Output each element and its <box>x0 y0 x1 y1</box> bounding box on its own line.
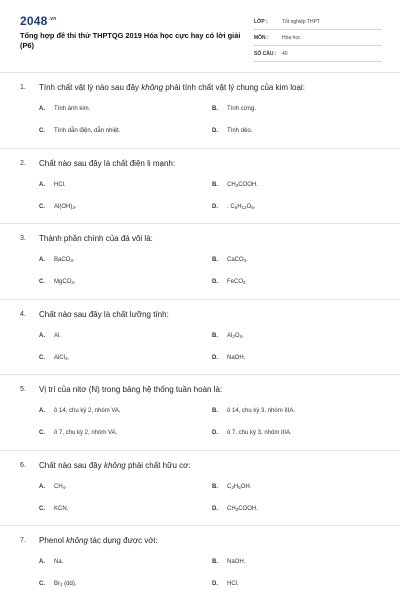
answer-option-d[interactable] <box>212 506 258 512</box>
option-subscript: 6 <box>234 204 238 210</box>
answer-option-b[interactable] <box>212 559 245 565</box>
option-text <box>54 106 90 112</box>
answer-option-c[interactable] <box>39 279 76 285</box>
option-text-segment: . <box>72 257 75 263</box>
option-text-segment: FeCO <box>227 279 244 285</box>
answer-option-c[interactable] <box>39 506 68 512</box>
option-text-segment: Tính dẫn điện, dẫn nhiệt. <box>54 128 121 134</box>
question-item <box>0 375 400 451</box>
option-text-segment: AlCl <box>54 354 66 361</box>
answer-option-a[interactable] <box>39 559 63 565</box>
question-text-segment: Chất nào sau đây là chất điện li mạnh: <box>39 158 176 168</box>
question-text <box>39 461 191 470</box>
answer-option-c[interactable] <box>39 204 77 210</box>
option-text <box>54 506 68 512</box>
logo-domain-suffix: .vn <box>48 16 57 22</box>
option-letter: A. <box>39 332 45 339</box>
meta-row-subject <box>254 30 382 46</box>
meta-value: Tốt nghiệp THPT <box>282 18 320 25</box>
option-text-segment: ô 14, chu kỳ 3, nhóm IIIA. <box>227 408 296 414</box>
option-text <box>54 128 120 134</box>
option-subscript: 3 <box>243 258 247 263</box>
option-text-segment: CH <box>227 505 236 512</box>
option-text <box>227 559 245 565</box>
question-text-segment: Phenol <box>39 536 67 545</box>
question-emphasis: không <box>103 460 126 470</box>
option-subscript: 6 <box>251 204 254 210</box>
site-logo[interactable] <box>20 14 56 28</box>
meta-value: Hóa học <box>282 34 301 41</box>
option-text <box>227 257 248 263</box>
option-subscript: 3 <box>243 280 246 285</box>
option-letter: A. <box>39 559 45 565</box>
option-letter: D. <box>212 203 218 210</box>
option-text-segment: ô 7, chu kỳ 3, nhóm IIIA. <box>227 430 292 436</box>
option-text <box>54 559 63 565</box>
answer-option-d[interactable] <box>212 279 246 285</box>
question-text <box>39 83 305 92</box>
option-text-segment: . <box>73 279 76 285</box>
option-subscript: 2 <box>231 484 234 490</box>
answer-option-b[interactable] <box>212 106 256 112</box>
answer-option-c[interactable] <box>39 355 69 361</box>
question-number: 1. <box>20 84 26 91</box>
question-text-segment: phải tính chất vật lý chung của kim loại: <box>163 83 305 92</box>
option-subscript: 3 <box>239 333 243 339</box>
question-text-segment: Tính chất vật lý nào sau đây <box>39 83 142 92</box>
question-text <box>39 159 175 168</box>
answer-option-c[interactable] <box>39 128 120 134</box>
answer-option-d[interactable] <box>212 355 245 361</box>
option-text-segment: . C <box>227 203 235 210</box>
option-text <box>54 257 75 263</box>
option-text-segment: . <box>246 257 248 263</box>
answer-option-d[interactable] <box>212 581 239 587</box>
question-text-segment: tác dụng được với: <box>87 536 158 545</box>
meta-row-grade <box>254 14 382 30</box>
meta-key: MÔN : <box>254 34 269 41</box>
option-text <box>227 430 292 436</box>
option-text-segment: Tính dẻo. <box>227 128 253 134</box>
option-text-segment: BaCO <box>54 257 71 263</box>
option-text <box>227 333 244 339</box>
option-text-segment: . <box>242 332 244 339</box>
option-letter: D. <box>212 128 218 134</box>
question-text <box>39 310 169 319</box>
question-item <box>0 73 400 149</box>
option-subscript: 2 <box>232 333 235 339</box>
option-subscript: 3 <box>65 355 68 361</box>
option-text-segment: COOH. <box>238 505 258 512</box>
option-subscript: 3 <box>72 204 75 210</box>
option-text <box>54 182 66 188</box>
option-text-segment: Tính cứng. <box>227 106 257 112</box>
answer-option-b[interactable] <box>212 484 251 490</box>
answer-option-b[interactable] <box>212 408 295 414</box>
option-letter: D. <box>212 354 218 361</box>
option-text-segment: CH <box>54 483 63 490</box>
answer-option-b[interactable] <box>212 257 248 263</box>
option-text-segment: H <box>233 483 239 490</box>
question-number: 3. <box>20 235 26 242</box>
logo-text: 2048 <box>20 14 48 28</box>
option-text-segment: HCl. <box>227 581 239 587</box>
option-text-segment: Al <box>227 332 233 339</box>
answer-option-a[interactable] <box>39 408 121 414</box>
question-item <box>0 149 400 225</box>
option-text-segment: O <box>234 332 240 339</box>
option-text-segment: Na. <box>54 559 64 565</box>
question-item <box>0 224 400 300</box>
answer-option-a[interactable] <box>39 106 90 112</box>
question-number: 5. <box>20 386 26 393</box>
option-text <box>227 581 239 587</box>
answer-option-a[interactable] <box>39 333 61 339</box>
option-letter: A. <box>39 106 45 112</box>
option-text-segment: Al. <box>54 332 62 339</box>
option-text-segment: . <box>253 203 256 210</box>
option-text-segment: . <box>74 203 77 210</box>
question-emphasis: không <box>141 83 164 92</box>
option-text <box>227 182 258 188</box>
option-letter: C. <box>39 430 45 436</box>
option-text <box>54 333 61 339</box>
option-text <box>54 279 76 285</box>
meta-value: 40 <box>282 50 288 57</box>
answer-option-b[interactable] <box>212 333 244 339</box>
option-letter: C. <box>39 128 45 134</box>
option-subscript: 3 <box>235 182 239 188</box>
option-letter: D. <box>212 505 218 512</box>
question-text-segment: Vị trí của nitơ (N) trong bảng hệ thống tuần hoàn là: <box>39 385 223 394</box>
option-text-segment: CaCO <box>227 257 244 263</box>
question-number: 4. <box>20 310 26 318</box>
option-letter: C. <box>39 279 45 285</box>
option-text-segment: HCl. <box>54 181 66 188</box>
option-text <box>227 506 258 512</box>
option-text <box>227 128 252 134</box>
option-text-segment: . <box>65 483 67 490</box>
option-letter: A. <box>39 181 45 188</box>
option-subscript: 3 <box>70 258 73 263</box>
question-list <box>0 73 400 600</box>
option-letter: B. <box>212 257 218 263</box>
question-item <box>0 526 400 600</box>
option-text <box>227 408 295 414</box>
option-text <box>54 204 77 210</box>
document-title: Tổng hợp đề thi thử THPTQG 2019 Hóa học cực hay có lời giải (P6) <box>20 31 241 50</box>
option-text <box>54 484 67 490</box>
option-subscript: 12 <box>241 204 247 210</box>
option-text-segment: OH. <box>240 483 252 490</box>
answer-option-d[interactable] <box>212 204 255 210</box>
option-text-segment: CH <box>227 181 236 188</box>
question-text <box>39 536 158 545</box>
answer-option-a[interactable] <box>39 484 67 490</box>
option-text-segment: Tính ánh kim. <box>54 106 91 112</box>
question-number: 6. <box>20 461 26 469</box>
answer-option-c[interactable] <box>39 581 77 587</box>
question-number: 2. <box>20 159 26 167</box>
document-meta <box>254 14 382 62</box>
option-text-segment: . <box>67 354 70 361</box>
document-header <box>0 0 400 72</box>
question-item <box>0 451 400 527</box>
option-subscript: 3 <box>235 506 239 512</box>
option-letter: D. <box>212 581 218 587</box>
option-text-segment: H <box>237 203 242 210</box>
meta-key: SỐ CÂU : <box>254 50 277 57</box>
option-letter: C. <box>39 581 45 587</box>
question-emphasis: không <box>66 536 88 545</box>
option-letter: A. <box>39 408 45 414</box>
option-letter: C. <box>39 203 45 210</box>
option-text <box>54 581 77 587</box>
option-letter: D. <box>212 279 218 285</box>
question-item <box>0 300 400 376</box>
option-text <box>227 204 255 210</box>
option-letter: A. <box>39 483 45 490</box>
option-letter: B. <box>212 483 218 490</box>
option-subscript: 4 <box>62 484 66 490</box>
option-subscript: 3 <box>71 280 74 285</box>
option-subscript: 2 <box>60 582 63 587</box>
option-text-segment: NaOH. <box>227 559 246 565</box>
option-letter: B. <box>212 408 218 414</box>
question-number: 7. <box>20 537 26 544</box>
option-letter: D. <box>212 430 218 436</box>
meta-key: LỚP : <box>254 18 268 25</box>
option-letter: B. <box>212 332 218 339</box>
option-text <box>54 408 121 414</box>
question-text <box>39 234 153 243</box>
answer-option-d[interactable] <box>212 430 292 436</box>
option-text-segment: Al(OH) <box>54 203 73 210</box>
question-text-segment: Thành phần chính của đá vôi là: <box>39 234 153 243</box>
option-text <box>227 106 256 112</box>
answer-option-d[interactable] <box>212 128 252 134</box>
option-text-segment: COOH. <box>238 181 258 188</box>
option-text-segment: ô 7, chu kỳ 2, nhóm VA. <box>54 430 118 436</box>
option-letter: A. <box>39 257 45 263</box>
answer-option-a[interactable] <box>39 182 66 188</box>
option-letter: C. <box>39 354 45 361</box>
option-text <box>227 484 251 490</box>
option-text-segment: ô 14, chu kỳ 2, nhóm VA. <box>54 408 121 414</box>
option-text <box>227 355 245 361</box>
option-text-segment: Br <box>54 581 60 587</box>
option-text <box>54 355 69 361</box>
option-letter: B. <box>212 181 218 188</box>
answer-option-c[interactable] <box>39 430 117 436</box>
option-text <box>227 279 246 285</box>
meta-row-question-count <box>254 46 382 62</box>
option-letter: C. <box>39 505 45 512</box>
answer-option-b[interactable] <box>212 182 258 188</box>
option-text-segment: KCN. <box>54 505 69 512</box>
option-text-segment: NaOH. <box>227 354 246 361</box>
option-text-segment: MgCO <box>54 279 72 285</box>
option-letter: B. <box>212 106 218 112</box>
question-text <box>39 385 222 394</box>
option-text-segment: C <box>227 483 232 490</box>
answer-option-a[interactable] <box>39 257 75 263</box>
question-text-segment: Chất nào sau đây <box>39 460 104 470</box>
option-subscript: 5 <box>238 484 241 490</box>
option-text-segment: O <box>246 203 252 210</box>
option-letter: B. <box>212 559 218 565</box>
option-text-segment: (dd). <box>62 581 77 587</box>
option-text <box>54 430 117 436</box>
question-text-segment: phải chất hữu cơ: <box>125 460 191 470</box>
question-text-segment: Chất nào sau đây là chất lưỡng tính: <box>39 309 169 319</box>
